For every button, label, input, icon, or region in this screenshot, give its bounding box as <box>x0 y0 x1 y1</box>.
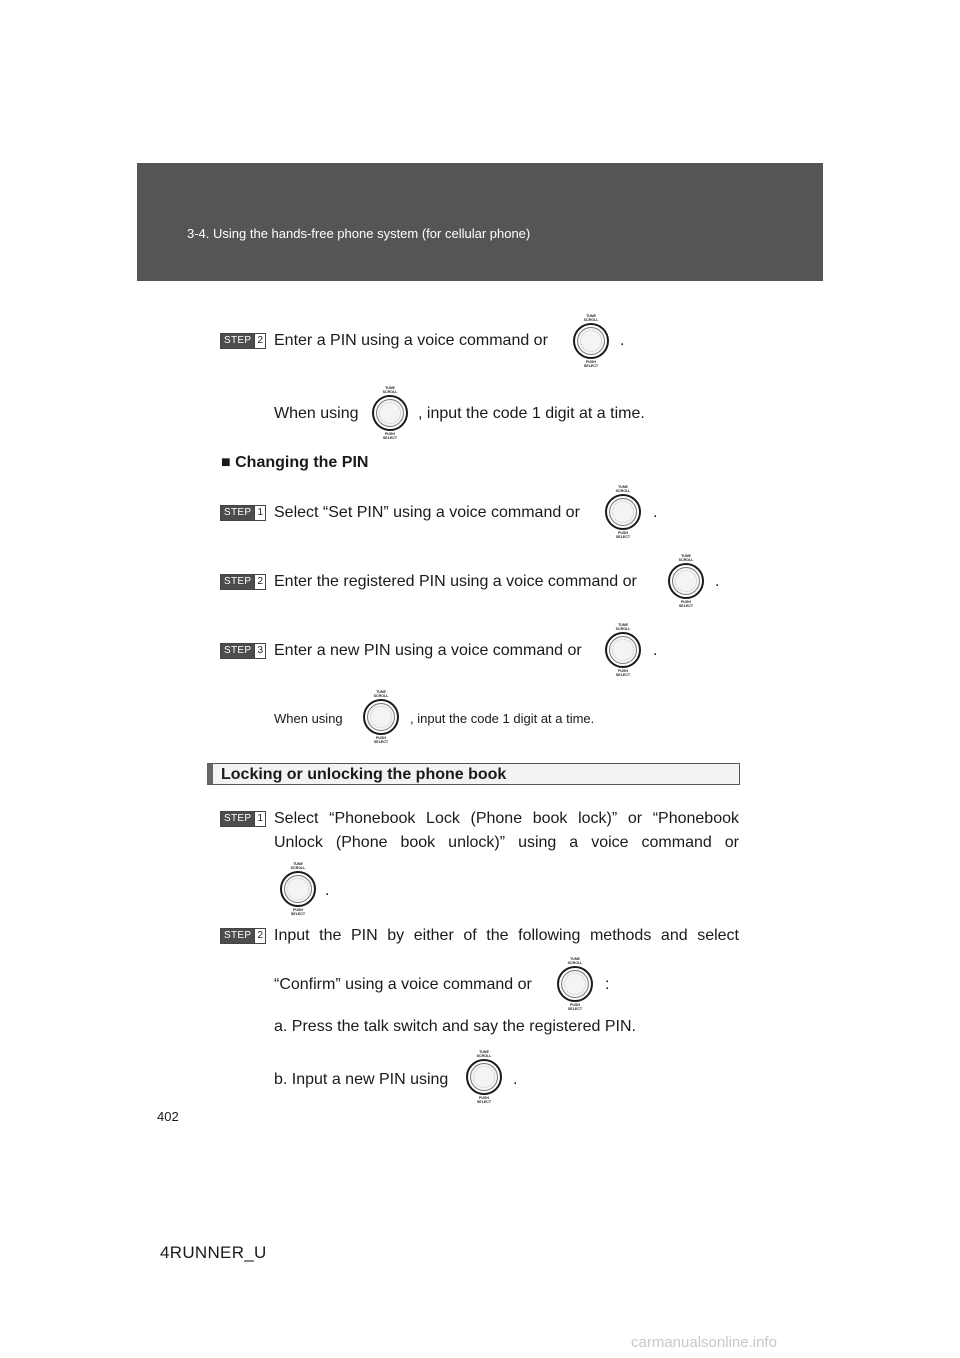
period: . <box>325 882 330 899</box>
step-text: Enter the registered PIN using a voice command or <box>274 573 637 590</box>
tune-scroll-select-knob-icon <box>598 483 648 539</box>
tune-scroll-select-knob-icon <box>365 384 415 440</box>
period: . <box>653 504 658 521</box>
watermark: carmanualsonline.info <box>631 1334 777 1351</box>
step-badge: STEP 2 <box>220 574 266 590</box>
period: . <box>513 1071 518 1088</box>
header-band <box>137 163 823 281</box>
tune-scroll-select-knob-icon <box>550 955 600 1011</box>
note-suffix: , input the code 1 digit at a time. <box>410 711 595 726</box>
step-badge: STEP 3 <box>220 643 266 659</box>
step-badge: STEP 2 <box>220 928 266 944</box>
step-text-line: Unlock (Phone book unlock)” using a voice command or <box>274 834 739 851</box>
section-title: 3-4. Using the hands-free phone system (for cellular phone) <box>187 226 531 241</box>
period: . <box>620 332 625 349</box>
step-text-line: “Confirm” using a voice command or <box>274 976 532 993</box>
subheading-changing-pin: ■ Changing the PIN <box>221 454 369 471</box>
option-a: a. Press the talk switch and say the registered PIN. <box>274 1018 636 1035</box>
section-heading-bar <box>207 763 740 785</box>
step-text-line: Select “Phonebook Lock (Phone book lock)” or “Phonebook <box>274 810 739 827</box>
step-badge: STEP 2 <box>220 333 266 349</box>
option-b: b. Input a new PIN using <box>274 1071 449 1088</box>
section-heading: Locking or unlocking the phone book <box>221 766 507 783</box>
tune-scroll-select-knob-icon <box>459 1048 509 1104</box>
period: . <box>653 642 658 659</box>
period: . <box>715 573 720 590</box>
colon: : <box>605 976 610 993</box>
tune-scroll-select-knob-icon <box>566 312 616 368</box>
model-code: 4RUNNER_U <box>160 1243 267 1262</box>
step-badge: STEP 1 <box>220 505 266 521</box>
step-text: Select “Set PIN” using a voice command or <box>274 504 580 521</box>
tune-scroll-select-knob-icon <box>273 860 323 916</box>
tune-scroll-select-knob-icon <box>661 552 711 608</box>
tune-scroll-select-knob-icon <box>356 688 406 744</box>
note-prefix: When using <box>274 711 343 726</box>
step-text: Enter a new PIN using a voice command or <box>274 642 582 659</box>
note-suffix: , input the code 1 digit at a time. <box>418 405 645 422</box>
page-number: 402 <box>157 1109 179 1124</box>
tune-scroll-select-knob-icon <box>598 621 648 677</box>
step-text: Enter a PIN using a voice command or <box>274 332 548 349</box>
step-text-line: Input the PIN by either of the following methods and select <box>274 927 739 944</box>
note-prefix: When using <box>274 405 359 422</box>
step-badge: STEP 1 <box>220 811 266 827</box>
